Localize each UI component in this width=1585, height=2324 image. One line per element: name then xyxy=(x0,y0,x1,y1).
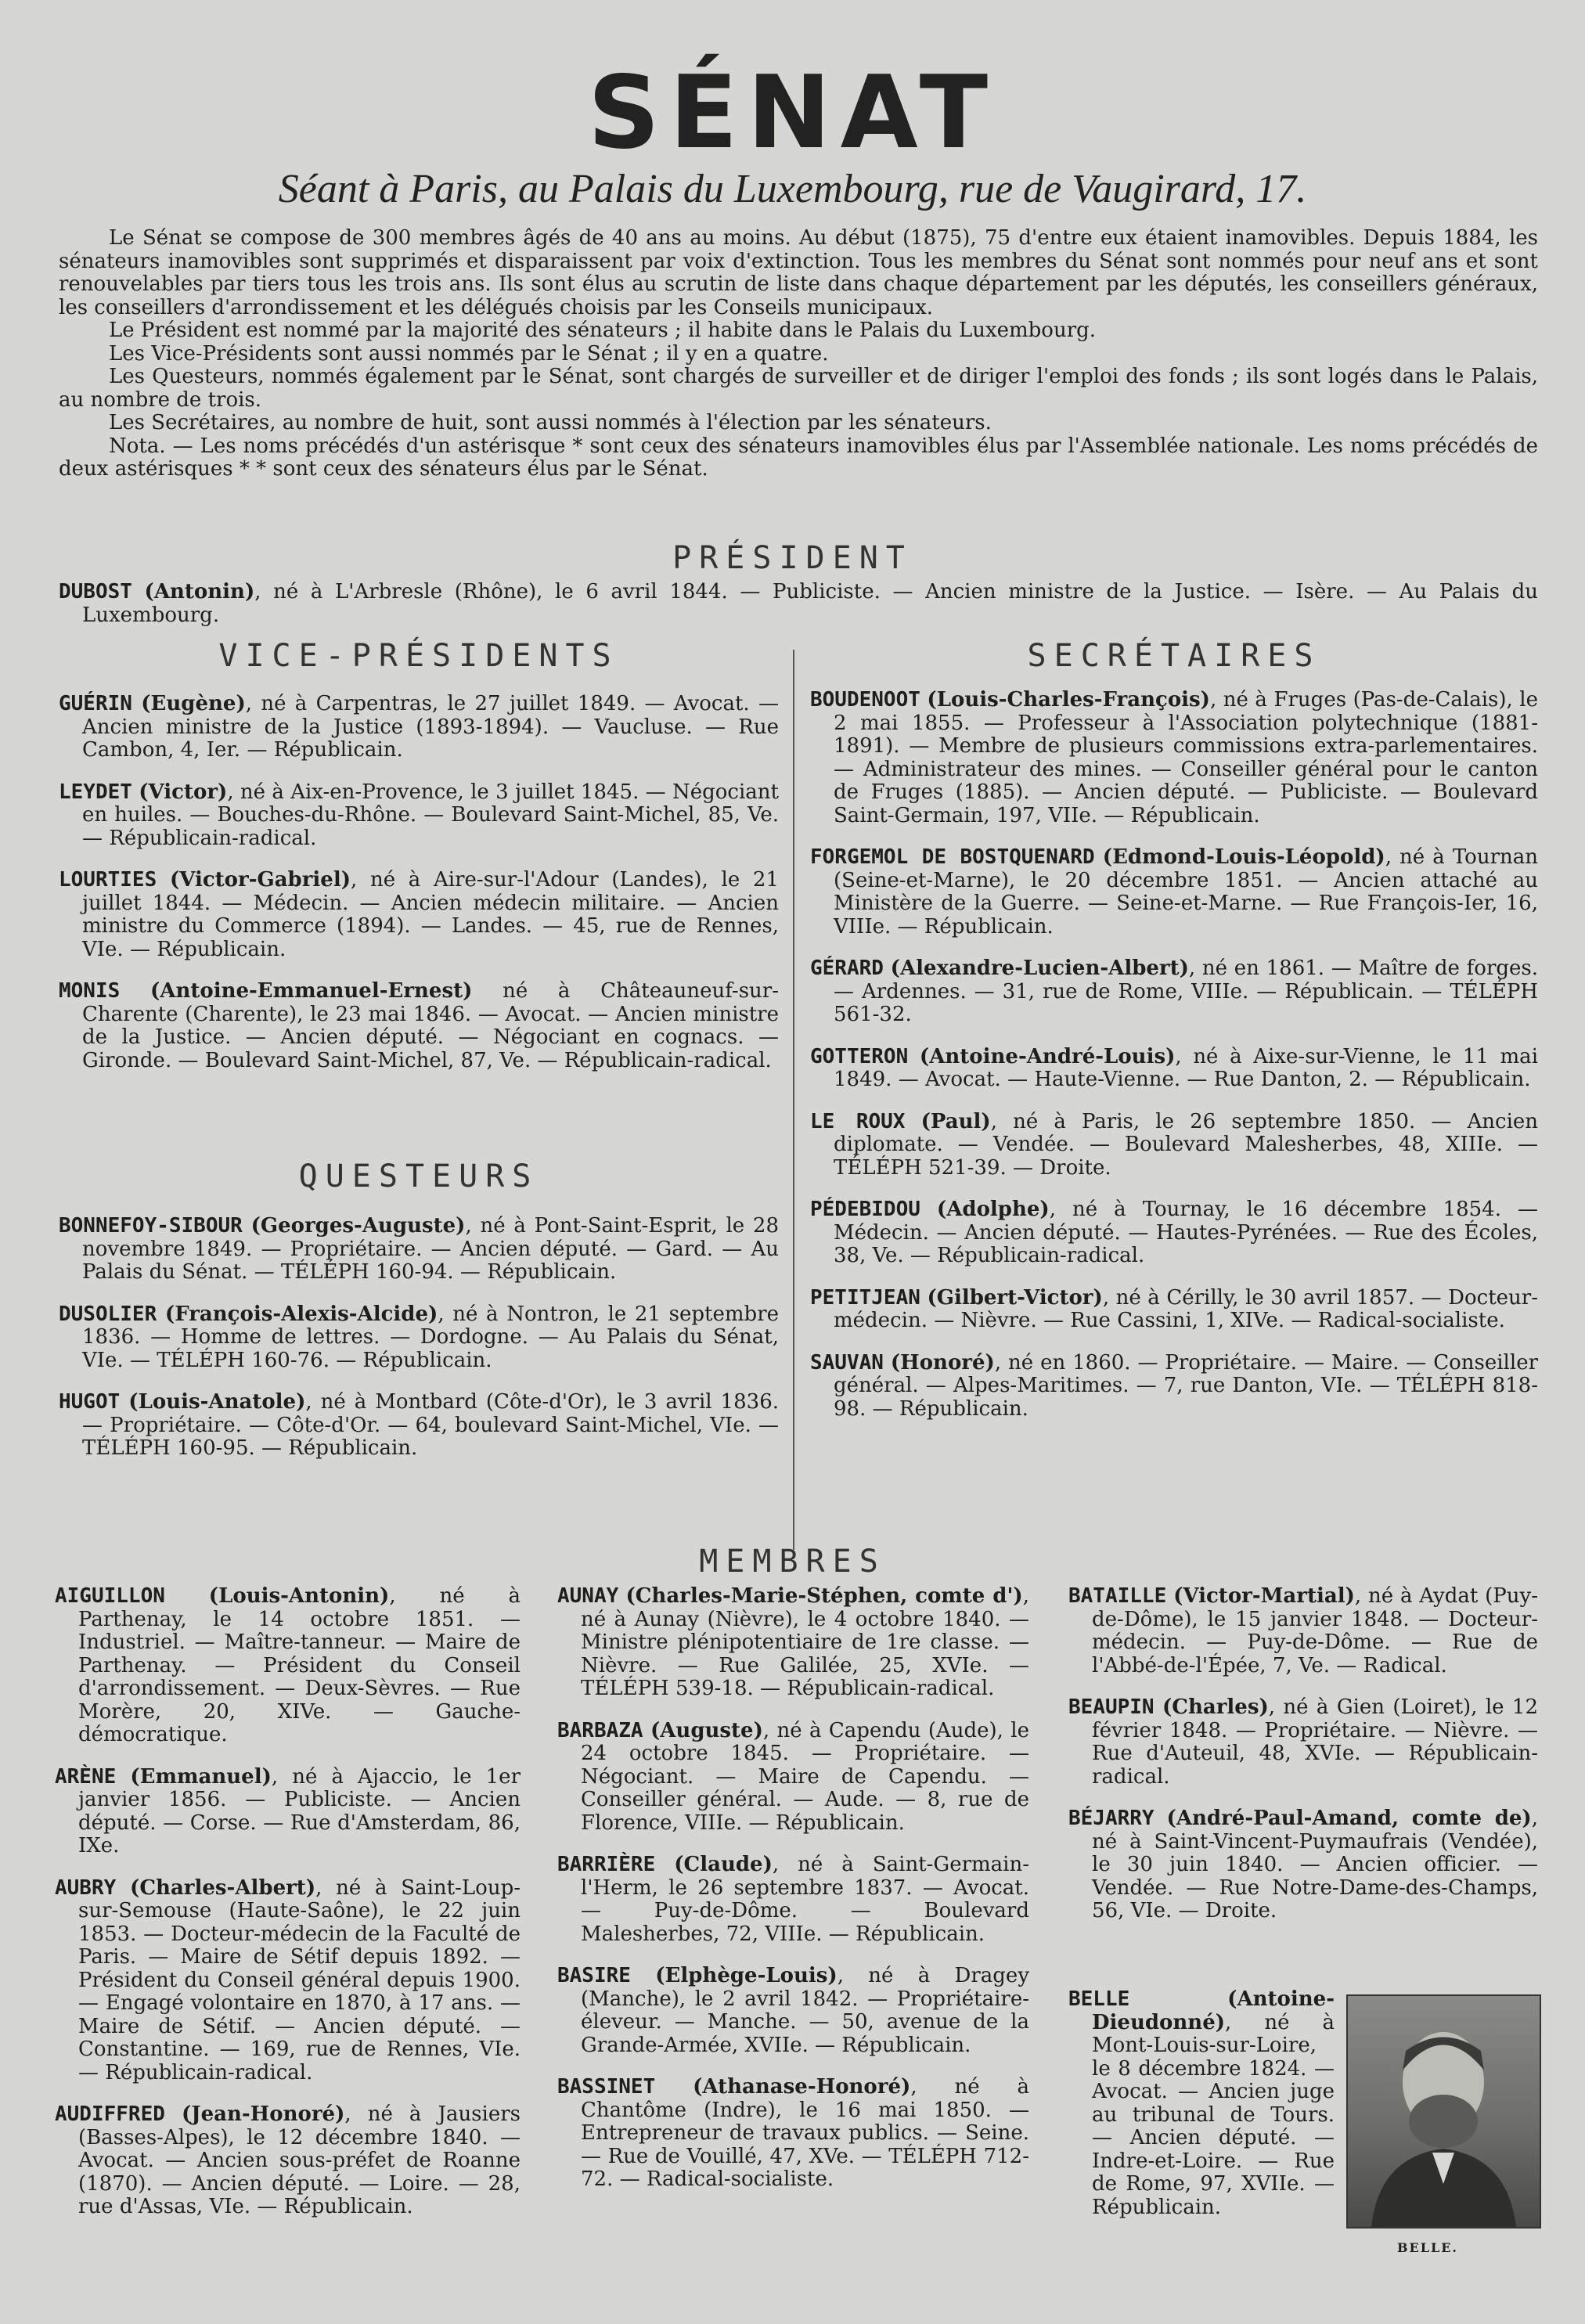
portrait-caption: BELLE. xyxy=(1397,2240,1458,2255)
list-item xyxy=(1068,1696,1538,1789)
intro-paragraph: Le Président est nommé par la majorité des sénateurs ; il habite dans le Palais du Luxembourg. xyxy=(109,319,1097,342)
page-subtitle: Séant à Paris, au Palais du Luxembourg, rue de Vaugirard, 17. xyxy=(278,167,1307,211)
entry-details: , né à Gien (Loiret), le 12 février 1848. — Propriétaire. — Nièvre. — Rue d'Auteuil, 48, XVIe. — Républicain-radical. xyxy=(1092,1695,1539,1789)
entry-first-names: (Claude) xyxy=(674,1853,773,1876)
entry-first-names: (Victor-Gabriel) xyxy=(169,868,351,892)
entry-details: , né à Jausiers (Basses-Alpes), le 12 décembre 1840. — Avocat. — Ancien sous-préfet de Roanne (1870). — Ancien député. — Loire. — 28, rue d'Assas, VIe. — Républicain. xyxy=(78,2102,521,2218)
entry-first-names: (André-Paul-Amand, comte de) xyxy=(1166,1807,1532,1830)
list-item xyxy=(59,1215,779,1285)
intro-paragraph: Les Secrétaires, au nombre de huit, sont aussi nommés à l'élection par les sénateurs. xyxy=(109,411,992,434)
membres-column-1 xyxy=(55,1585,521,2238)
entry-first-names: (Antoine-Dieudonné) xyxy=(1092,1987,1335,2034)
entry-name: BASIRE xyxy=(557,1964,631,1987)
list-item xyxy=(557,1720,1029,1836)
entry-first-names: (Eugène) xyxy=(141,692,246,715)
list-item xyxy=(59,980,779,1072)
entry-details: , né à Aydat (Puy-de-Dôme), le 15 janvier 1848. — Docteur-médecin. — Puy-de-Dôme. — Rue de l'Abbé-de-l'Épée, 7, Ve. — Radical. xyxy=(1092,1584,1538,1677)
entry-details: , né à Pont-Saint-Esprit, le 28 novembre 1849. — Propriétaire. — Ancien député. — Gard. — Au Palais du Sénat. — TÉLÉPH 160-94. — Républicain. xyxy=(82,1214,780,1284)
entry-name: BOUDENOOT xyxy=(810,688,920,712)
entry-first-names: (Paul) xyxy=(920,1109,991,1133)
intro-paragraph: Les Vice-Présidents sont aussi nommés par le Sénat ; il y en a quatre. xyxy=(109,341,829,366)
entry-name: AUBRY xyxy=(55,1875,117,1900)
entry-name: HUGOT xyxy=(59,1390,121,1414)
entry-first-names: (Louis-Charles-François) xyxy=(927,688,1210,712)
entry-details: , né à Ajaccio, le 1er janvier 1856. — Publiciste. — Ancien député. — Corse. — Rue d'Amsterdam, 86, IXe. xyxy=(78,1764,521,1857)
list-item xyxy=(810,1111,1538,1180)
entry-first-names: (Victor-Martial) xyxy=(1173,1584,1355,1608)
entry-first-names: (Elphège-Louis) xyxy=(655,1964,838,1987)
list-item xyxy=(557,2076,1029,2192)
entry-name: DUBOST xyxy=(59,580,132,604)
section-heading-membres: MEMBRES xyxy=(699,1544,886,1580)
entry-details: , né à Mont-Louis-sur-Loire, le 8 décembre 1824. — Avocat. — Ancien juge au tribunal de Tours. — Ancien député. — Indre-et-Loire. — Rue de Rome, 97, XVIIe. — Républicain. xyxy=(1092,2010,1335,2219)
entry-details: , né à Saint-Vincent-Puymaufrais (Vendée), le 30 juin 1840. — Ancien officier. — Vendée. — Rue Notre-Dame-des-Champs, 56, VIe. — Droite. xyxy=(1092,1807,1539,1922)
entry-first-names: (Georges-Auguste) xyxy=(250,1214,466,1238)
list-item xyxy=(810,689,1538,827)
entry-name: SAUVAN xyxy=(810,1350,884,1375)
entry-name: AUNAY xyxy=(557,1584,619,1608)
entry-name: BASSINET xyxy=(557,2075,656,2099)
entry-first-names: (François-Alexis-Alcide) xyxy=(164,1302,438,1326)
entry-details: , né à Nontron, le 21 septembre 1836. — Homme de lettres. — Dordogne. — Au Palais du Sénat, VIe. — TÉLÉPH 160-76. — Républicain. xyxy=(82,1302,780,1372)
list-item xyxy=(557,1854,1029,1946)
questeurs-list xyxy=(59,1215,779,1479)
entry-details: , né à Carpentras, le 27 juillet 1849. — Avocat. — Ancien ministre de la Justice (1893-1894). — Vaucluse. — Rue Cambon, 4, Ier. — Républicain. xyxy=(82,692,780,762)
entry-details: , né à Aixe-sur-Vienne, le 11 mai 1849. — Avocat. — Haute-Vienne. — Rue Danton, 2. — Républicain. xyxy=(834,1044,1539,1091)
entry-name: BELLE xyxy=(1068,1987,1130,2011)
list-item xyxy=(557,1965,1029,2057)
portrait-illustration xyxy=(1348,1996,1540,2227)
list-item xyxy=(59,1391,779,1461)
entry-first-names: (Honoré) xyxy=(890,1350,995,1375)
list-item xyxy=(59,781,779,851)
entry-name: PÉDEBIDOU xyxy=(810,1198,920,1221)
list-item xyxy=(55,1766,521,1858)
entry-details: , né à Aix-en-Provence, le 3 juillet 1845. — Négociant en huiles. — Bouches-du-Rhône. — Boulevard Saint-Michel, 85, Ve. — Républicain-radical. xyxy=(82,780,779,850)
list-item xyxy=(810,1198,1538,1268)
entry-name: BEAUPIN xyxy=(1068,1695,1155,1719)
entry-first-names: (Victor) xyxy=(139,780,228,804)
entry-details: , né à Tournay, le 16 décembre 1854. — Médecin. — Ancien député. — Hautes-Pyrénées. — Rue des Écoles, 38, Ve. — Républicain-radical. xyxy=(834,1198,1538,1267)
entry-first-names: (Louis-Anatole) xyxy=(128,1390,306,1414)
list-item xyxy=(59,869,779,961)
entry-details: , né à Cérilly, le 30 avril 1857. — Docteur-médecin. — Nièvre. — Rue Cassini, 1, XIVe. — Radical-socialiste. xyxy=(834,1285,1539,1332)
entry-name: GOTTERON xyxy=(810,1044,909,1068)
intro-paragraph: Le Sénat se compose de 300 membres âgés de 40 ans au moins. Au début (1875), 75 d'entre eux étaient inamovibles. Depuis 1884, les sénateurs inamovibles sont supprimés et disparaissent par voix d'extinction. Tous les membres du Sénat sont nommés pour neuf ans et sont renouvelables par tiers tous les trois ans. Ils sont élus au scrutin de liste dans chaque département par les députés, les conseillers généraux, les conseillers d'arrondissement et les délégués choisis par les Conseils municipaux. xyxy=(59,226,1538,319)
portrait-photo xyxy=(1346,1994,1541,2229)
entry-name: FORGEMOL DE BOSTQUENARD xyxy=(810,845,1095,869)
section-heading-secretaires: SECRÉTAIRES xyxy=(1027,638,1321,674)
section-heading-president: PRÉSIDENT xyxy=(672,540,913,576)
list-item xyxy=(1068,1585,1538,1677)
column-divider xyxy=(793,650,794,1550)
entry-name: DUSOLIER xyxy=(59,1302,157,1326)
entry-first-names: (Athanase-Honoré) xyxy=(693,2075,911,2099)
entry-first-names: (Alexandre-Lucien-Albert) xyxy=(890,957,1189,980)
entry-first-names: (Jean-Honoré) xyxy=(181,2102,345,2126)
list-item xyxy=(55,1585,521,1747)
belle-entry-block xyxy=(1068,1988,1335,2238)
entry-name: PETITJEAN xyxy=(810,1285,920,1310)
entry-name: GUÉRIN xyxy=(59,692,132,715)
membres-column-2 xyxy=(557,1585,1029,2211)
entry-details: , né à Capendu (Aude), le 24 octobre 1845. — Propriétaire. — Négociant. — Maire de Capendu. — Conseiller général. — Aude. — 8, rue de Florence, VIIIe. — Républicain. xyxy=(581,1718,1029,1835)
list-item xyxy=(59,693,779,762)
entry-name: ARÈNE xyxy=(55,1764,117,1789)
list-item xyxy=(557,1585,1029,1701)
list-item xyxy=(55,2103,521,2219)
entry-first-names: (Emmanuel) xyxy=(130,1764,272,1789)
entry-first-names: (Antonin) xyxy=(144,580,255,604)
entry-name: AUDIFFRED xyxy=(55,2102,165,2126)
entry-first-names: (Charles-Marie-Stéphen, comte d') xyxy=(625,1584,1023,1608)
entry-details: , né à Parthenay, le 14 octobre 1851. — Industriel. — Maître-tanneur. — Maire de Parthenay. — Président du Conseil d'arrondissement. — Deux-Sèvres. — Rue Morère, 20, XIVe. — Gauche-démocratique. xyxy=(78,1584,521,1746)
list-item xyxy=(59,1303,779,1373)
list-item xyxy=(810,1352,1538,1421)
list-item xyxy=(810,1287,1538,1333)
list-item xyxy=(1068,1988,1335,2219)
list-item xyxy=(55,1877,521,2085)
list-item xyxy=(1068,1807,1538,1923)
entry-name: BATAILLE xyxy=(1068,1584,1167,1608)
entry-first-names: (Edmond-Louis-Léopold) xyxy=(1102,845,1385,869)
entry-details: , né à Dragey (Manche), le 2 avril 1842. — Propriétaire-éleveur. — Manche. — 50, avenue de la Grande-Armée, XVIIe. — Républicain. xyxy=(581,1964,1030,2057)
entry-first-names: (Adolphe) xyxy=(936,1198,1050,1221)
entry-details: , né à Chantôme (Indre), le 16 mai 1850. — Entrepreneur de travaux publics. — Seine. — Rue de Vouillé, 47, XVe. — TÉLÉPH 712-72. — Radical-socialiste. xyxy=(581,2075,1029,2191)
entry-details: , né à Paris, le 26 septembre 1850. — Ancien diplomate. — Vendée. — Boulevard Malesherbes, 48, XIIIe. — TÉLÉPH 521-39. — Droite. xyxy=(834,1109,1539,1180)
intro-paragraph: Les Questeurs, nommés également par le Sénat, sont chargés de surveiller et de diriger l'emploi des fonds ; ils sont logés dans le Palais, au nombre de trois. xyxy=(59,365,1538,412)
list-item xyxy=(810,1046,1538,1092)
entry-name: LEYDET xyxy=(59,780,132,804)
entry-name: BÉJARRY xyxy=(1068,1807,1155,1830)
section-heading-questeurs: QUESTEURS xyxy=(298,1158,539,1194)
entry-name: BONNEFOY-SIBOUR xyxy=(59,1214,243,1238)
entry-first-names: (Charles) xyxy=(1162,1695,1269,1719)
entry-details: , né en 1860. — Propriétaire. — Maire. — Conseiller général. — Alpes-Maritimes. — 7, rue Danton, VIe. — TÉLÉPH 818-98. — Républicain. xyxy=(834,1350,1539,1421)
president-list xyxy=(59,581,1538,646)
entry-details: né à Châteauneuf-sur-Charente (Charente), le 23 mai 1846. — Avocat. — Ancien ministre de la Justice. — Ancien député. — Négociant en cognacs. — Gironde. — Boulevard Saint-Michel, 87, Ve. — Républicain-radical. xyxy=(82,979,779,1072)
entry-name: MONIS xyxy=(59,979,121,1003)
entry-details: , né à Aunay (Nièvre), le 4 octobre 1840. — Ministre plénipotentiaire de 1re classe. — Nièvre. — Rue Galilée, 25, XVIe. — TÉLÉPH 539-18. — Républicain-radical. xyxy=(581,1584,1029,1700)
entry-first-names: (Charles-Albert) xyxy=(130,1875,316,1900)
entry-details: , né à Montbard (Côte-d'Or), le 3 avril 1836. — Propriétaire. — Côte-d'Or. — 64, boulevard Saint-Michel, VIe. — TÉLÉPH 160-95. — Républicain. xyxy=(82,1390,779,1460)
entry-name: LE ROUX xyxy=(810,1109,906,1133)
entry-details: , né à Aire-sur-l'Adour (Landes), le 21 juillet 1844. — Médecin. — Ancien médecin militaire. — Ancien ministre du Commerce (1894). — Landes. — 45, rue de Rennes, VIe. — Républicain. xyxy=(82,868,780,961)
entry-name: AIGUILLON xyxy=(55,1584,165,1608)
entry-name: BARRIÈRE xyxy=(557,1853,656,1876)
page-title: SÉNAT xyxy=(587,55,998,171)
entry-details: , né à Fruges (Pas-de-Calais), le 2 mai 1855. — Professeur à l'Association polytechnique (1881-1891). — Membre de plusieurs commissions extra-parlementaires. — Administrateur des mines. — Conseiller général pour le canton de Fruges (1885). — Ancien député. — Publiciste. — Boulevard Saint-Germain, 197, VIIe. — Républicain. xyxy=(834,688,1539,827)
intro-paragraph: Nota. — Les noms précédés d'un astérisque * sont ceux des sénateurs inamovibles élus par l'Assemblée nationale. Les noms précédés de deux astérisques * * sont ceux des sénateurs élus par le Sénat. xyxy=(59,434,1538,481)
entry-first-names: (Antoine-Emmanuel-Ernest) xyxy=(149,979,473,1003)
entry-first-names: (Auguste) xyxy=(650,1718,763,1742)
entry-name: LOURTIES xyxy=(59,868,157,892)
entry-details: , né à Saint-Germain-l'Herm, le 26 septembre 1837. — Avocat. — Puy-de-Dôme. — Boulevard Malesherbes, 72, VIIIe. — Républicain. xyxy=(581,1853,1030,1946)
entry-details: , né à Tournan (Seine-et-Marne), le 20 décembre 1851. — Ancien attaché au Ministère de la Guerre. — Seine-et-Marne. — Rue François-Ier, 16, VIIIe. — Républicain. xyxy=(834,845,1538,939)
entry-details: , né à Saint-Loup-sur-Semouse (Haute-Saône), le 22 juin 1853. — Docteur-médecin de la Faculté de Paris. — Maire de Sétif depuis 1892. — Président du Conseil général depuis 1900. — Engagé volontaire en 1870, à 17 ans. — Maire de Sétif. — Ancien député. — Constantine. — 169, rue de Rennes, VIe. — Républicain-radical. xyxy=(78,1875,521,2084)
section-heading-vice-presidents: VICE-PRÉSIDENTS xyxy=(218,638,619,674)
membres-column-3 xyxy=(1068,1585,1538,1942)
list-item xyxy=(810,846,1538,939)
entry-details: , né en 1861. — Maître de forges. — Ardennes. — 31, rue de Rome, VIIIe. — Républicain. — TÉLÉPH 561-32. xyxy=(834,957,1539,1026)
entry-name: GÉRARD xyxy=(810,957,884,980)
list-item xyxy=(810,957,1538,1027)
intro-text xyxy=(59,227,1538,481)
entry-first-names: (Louis-Antonin) xyxy=(208,1584,390,1608)
entry-details: , né à L'Arbresle (Rhône), le 6 avril 1844. — Publiciste. — Ancien ministre de la Justice. — Isère. — Au Palais du Luxembourg. xyxy=(82,580,1538,627)
entry-name: BARBAZA xyxy=(557,1718,643,1742)
secretaires-list xyxy=(810,689,1538,1439)
entry-first-names: (Antoine-André-Louis) xyxy=(919,1044,1176,1068)
vice-presidents-list xyxy=(59,693,779,1091)
entry-first-names: (Gilbert-Victor) xyxy=(927,1285,1103,1310)
list-item xyxy=(59,581,1538,627)
